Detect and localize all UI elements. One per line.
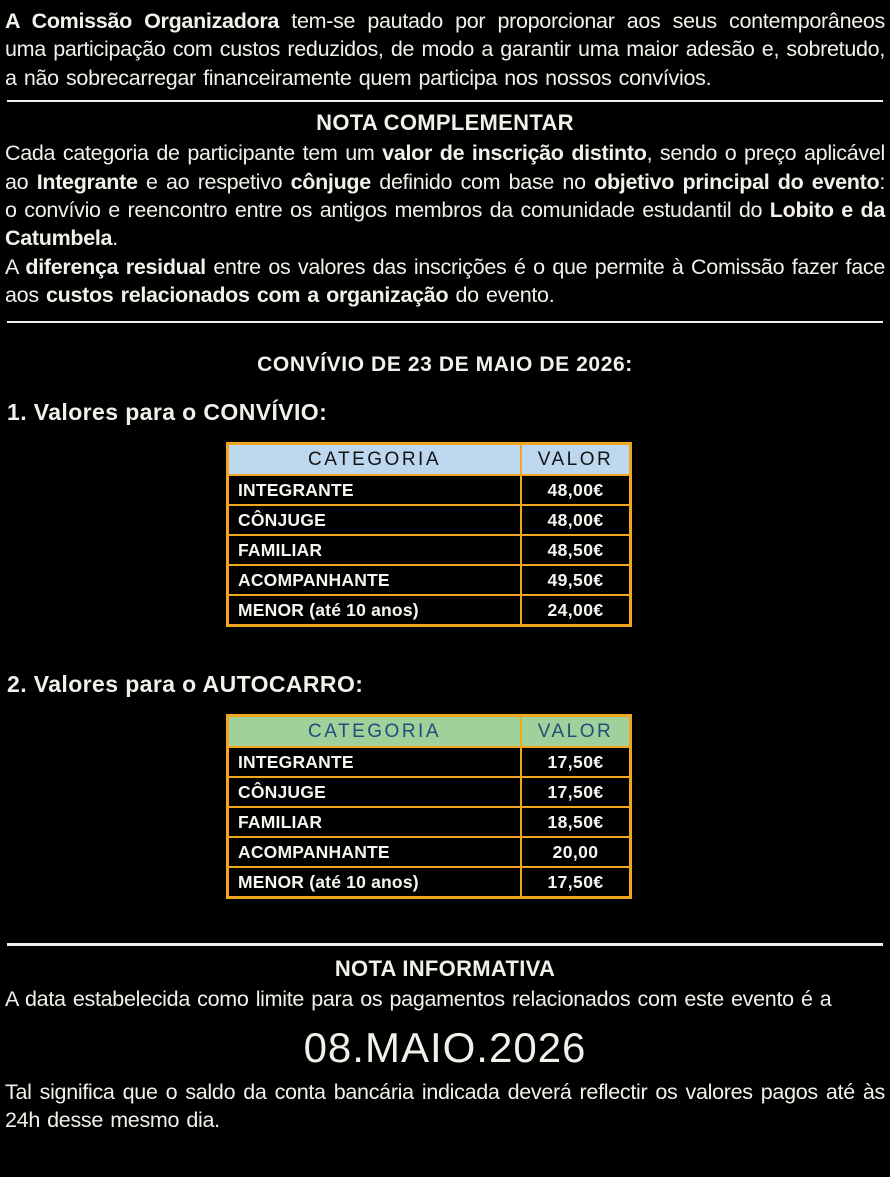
text-run: . — [112, 226, 118, 251]
intro-paragraph — [5, 7, 885, 92]
nota-informativa-section — [5, 943, 885, 1134]
bold-run: Lobito e da Catumbela — [5, 197, 885, 251]
column-header-valor: VALOR — [521, 444, 631, 476]
category-cell: MENOR (até 10 anos) — [228, 867, 522, 898]
bold-run: diferença residual — [25, 254, 206, 279]
value-cell: 48,00€ — [521, 505, 631, 535]
bold-run: Integrante — [36, 169, 138, 194]
nota-informativa-title: NOTA INFORMATIVA — [334, 956, 556, 982]
payment-deadline-paragraph: A data estabelecida como limite para os pagamentos relacionados com este evento é a — [5, 987, 832, 1012]
value-cell: 20,00 — [521, 837, 631, 867]
divider-bottom — [7, 943, 883, 946]
bold-run: cônjuge — [290, 169, 371, 194]
text-run: do evento. — [448, 283, 555, 307]
text-run: A — [5, 254, 26, 279]
text-run: e ao respetivo — [137, 169, 291, 194]
nota-complementar-paragraph-1 — [5, 139, 885, 253]
intro-text: tem-se pautado por proporcionar aos seus contemporâneos uma participação com custos reduzidos, de modo a garantir uma maior adesão e, sobretudo, a não sobrecarregar financeiramente quem participa nos nossos convívios. — [5, 9, 885, 90]
table-row — [228, 505, 631, 535]
autocarro-price-table — [226, 714, 632, 899]
value-cell: 48,50€ — [521, 535, 631, 565]
category-cell: FAMILIAR — [228, 535, 522, 565]
column-header-categoria: CATEGORIA — [228, 444, 522, 476]
table-row — [228, 535, 631, 565]
category-cell: MENOR (até 10 anos) — [228, 595, 522, 626]
value-cell: 18,50€ — [521, 807, 631, 837]
value-cell: 48,00€ — [521, 475, 631, 505]
table-row — [228, 807, 631, 837]
table-row — [228, 747, 631, 777]
table-row — [228, 475, 631, 505]
column-header-categoria: CATEGORIA — [228, 716, 522, 748]
table-row — [228, 837, 631, 867]
event-title: CONVÍVIO DE 23 DE MAIO DE 2026: — [257, 353, 633, 377]
bank-balance-paragraph: Tal significa que o saldo da conta bancária indicada deverá reflectir os valores pagos até às 24h desse mesmo dia. — [5, 1079, 885, 1133]
table-row — [228, 777, 631, 807]
category-cell: FAMILIAR — [228, 807, 522, 837]
nota-complementar-title: NOTA COMPLEMENTAR — [316, 110, 574, 136]
deadline-date: 08.MAIO.2026 — [303, 1023, 587, 1071]
table-row — [228, 565, 631, 595]
table-header-row — [228, 716, 631, 748]
bold-run: valor de inscrição distinto — [382, 141, 647, 166]
convivio-price-table — [226, 442, 632, 627]
table-row — [228, 595, 631, 626]
bold-run: objetivo principal do evento — [594, 169, 880, 194]
text-run: , sendo o preço aplicável ao — [5, 141, 885, 194]
column-header-valor: VALOR — [521, 716, 631, 748]
bold-run: custos relacionados com a organização — [45, 283, 449, 307]
category-cell: CÔNJUGE — [228, 777, 522, 807]
category-cell: CÔNJUGE — [228, 505, 522, 535]
divider-top — [7, 100, 883, 102]
value-cell: 49,50€ — [521, 565, 631, 595]
intro-bold-lead: A Comissão Organizadora — [5, 9, 280, 33]
category-cell: ACOMPANHANTE — [228, 565, 522, 595]
text-run: Cada categoria de participante tem um — [5, 141, 383, 166]
section-heading-autocarro: 2. Valores para o AUTOCARRO: — [7, 671, 364, 698]
value-cell: 17,50€ — [521, 777, 631, 807]
text-run: : o convívio e reencontro entre os antigos membros da comunidade estudantil do — [5, 169, 885, 222]
table-row — [228, 867, 631, 898]
text-run: entre os valores das inscrições é o que permite à Comissão fazer face aos — [5, 254, 885, 307]
divider-middle — [7, 321, 883, 323]
value-cell: 17,50€ — [521, 867, 631, 898]
nota-complementar-paragraph-2 — [5, 253, 885, 310]
text-run: definido com base no — [370, 169, 595, 194]
category-cell: ACOMPANHANTE — [228, 837, 522, 867]
category-cell: INTEGRANTE — [228, 475, 522, 505]
value-cell: 17,50€ — [521, 747, 631, 777]
section-heading-convivio: 1. Valores para o CONVÍVIO: — [7, 399, 328, 426]
value-cell: 24,00€ — [521, 595, 631, 626]
table-header-row — [228, 444, 631, 476]
category-cell: INTEGRANTE — [228, 747, 522, 777]
